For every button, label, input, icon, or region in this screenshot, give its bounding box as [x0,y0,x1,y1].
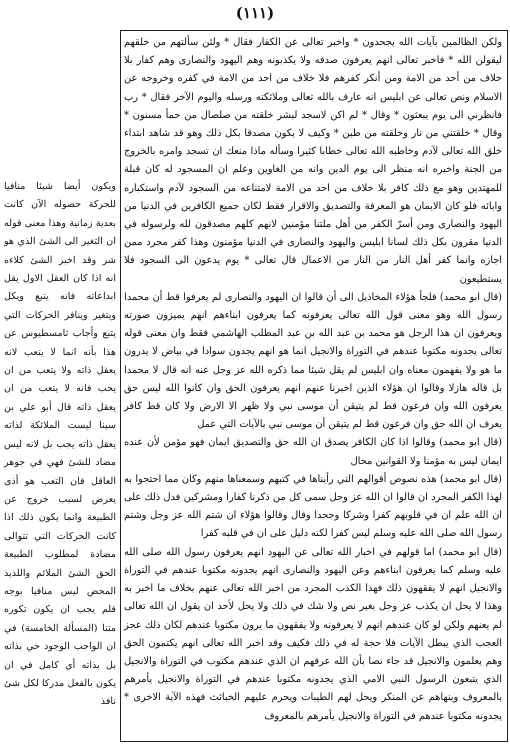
main-paragraph-1: ولكن الظالمين بآيات الله يجحدون * واخبر تعالى عن الكفار فقال * ولئن سألتهم من خلقهم ليقولن الله * فاخبر تعالى انهم يعرفون صدقه ولا يكذبونه وهم اليهود والنصارى وهم كفار بلا خلاف من أحد من الامة ومن أنكر كفرهم فلا خلاف من احد من الامة في كفره وخروجه عن الاسلام ونص تعالى عن ابليس انه عارف بالله تعالى وملائكته ورسله واليوم الآخر فقال * رب فانظرني الى يوم يبعثون * وقال * لم اكن لاسجد لبشر خلقته من صلصال من حمأ مسنون * وقال * خلقتني من نار وخلقته من طين * وكيف لا يكون مصدقا بكل ذلك وهو قد شاهد ابتداء خلق الله تعالى لآدم وخاطبه الله تعالى خطابا كثيرا وسأله ماذا منعك ان تسجد وامره بالخروج من الجنة واخبره انه منظر الى يوم الدين وانه من الغاوين وعلم ان المسجود له كان قبلة للمهتدين وهو مع ذلك كافر بلا خلاف من احد من الامة لامتناعه من السجود لآدم واستكباره وابائه فلو كان الايمان هو المعرفة والتصديق والاقرار فقط لكان جميع الكافرين في الدنيا من اليهود والنصارى ومن أسرّ الكفر من أهل ملتنا مؤمنين لانهم كلهم مصدقون لله ولرسوله في الدنيا مقرون بكل ذلك لسانا ابليس واليهود والنصارى في الدنيا مؤمنون وهذا كفر مجرد ممن اجازه وانما كفر أهل النار من النار من الاعمال قال تعالى * يوم يدعون الى السجود فلا يستطيعون [124,37,502,285]
main-paragraph-3: (قال ابو محمد) وقالوا اذا كان الكافر يصدق ان الله حق والتصديق ايمان فهو مؤمن لأن عنده ايمان ليس به مؤمنا ولا القوانين محال [124,437,502,467]
margin-commentary [4,178,116,712]
page-number: (١١١) [235,4,275,22]
main-text-column [124,34,502,726]
margin-paragraph-1: ويكون أيضا شيئا منافيا للحركة حصوله الآن كانت بعدية زمانية وهذا معنى قوله ان التغير الى الشئ الذي هو شر وقد اخبر الشئ كلاءه انه اذا كان العقل الاول يقل ابداعاته فانه يتبع ويكل ويتغير وينافر الحركات التي يتبع وأجاب ثامسطيوس عن هذا بأنه انما لا يتعب لانه يعقل ذاته ولا يتعب من ان يحب فانه لا يتعب من ان يعقل ذاته قال أبو علي بن سينا ليست الملائكة لذاته يعقل ذاته يجب بل لانه ليس مضاد للشئ فهي في جوهر العاقل فان التعب هو أذى يعرض لسبب خروج عن الطبيعة وانما يكون ذلك اذا كانت الحركات التي تتوالى مضادة لمطلوب الطبيعة الحق الشئ الملائم واللذيذ المحض ليس منافيا بوجه فلم يجب ان يكون تكوره متنا (المسألة الخامسة) في ان الواجب الوجود حي بذاته بل بذاته أي كامل في ان يكون بالفعل مدركا لكل شئ نافذ [4,181,116,708]
main-paragraph-2: (قال ابو محمد) فلجأ هؤلاء المخاذيل الى أن قالوا ان اليهود والنصارى لم يعرفوا قط أن محمدا رسول الله وهو معنى قول الله تعالى يعرفونه كما يعرفون ابناءهم انهم يميزون صورته ويعرفون ان هذا الرجل هو محمد بن عبد الله بن عبد المطلب الهاشمي فقط وان معنى قوله تعالى يجدونه مكتوبا عندهم في التوراة والانجيل انما هو انهم يجدون سوادا في بياض لا يدرون ما هو ولا يفهمون معناه وان ابليس لم يقل شيئا مما ذكره الله عز وجل عنه انه قال لا محمدا بل قاله هازلا وقالوا ان هؤلاء الذين اخبرنا عنهم انهم يعرفون الحق وان كانوا الله ليس حق يعرفون الله وان فرعون قط لم يتيقن أن موسى نبي ولا ظهر الا الارض ولا كان قط كافر يعرف ان الله حق وان فرعون قط لم يتيقن أن موسى نبي بالآيات التي عمل [124,291,502,431]
main-paragraph-4: (قال ابو محمد) هذه نصوص أقوالهم التي رأيناها في كتبهم وسمعناها منهم وكان مما احتجوا به لهذا الكفر المجرد ان قالوا ان الله عز وجل سمى كل من ذكرنا كفارا ومشركين فدل ذلك على ان الله علم ان في قلوبهم كفرا وشركا وجحدا وقال وقالوا هؤلاء ان شتم الله عز وجل وشتم رسول الله صلى الله عليه وسلم ليس كفرا لكنه دليل على ان في قلبه كفرا [124,473,502,540]
main-paragraph-5: (قال ابو محمد) اما قولهم في اخبار الله تعالى عن اليهود انهم يعرفون رسول الله صلى الله عليه وسلم كما يعرفون ابناءهم وعن اليهود والنصارى انهم يجدونه مكتوبا عندهم في التوراة والانجيل انهم لا يفقهون ذلك فهذا الكذب المجرد من اخبر الله تعالى عنهم بخلاف ما اخبر به وهذا لا يحل ان يكذب عز وجل بغير نص ولا شك في ذلك ولا يحل لأحد ان يقول ان الله تعالى لم يعنهم ولكن لو كان عندهم انهم لا يعرفونه ولا يفقهون ما يرون مكتوبا عندهم لكان ذلك عجز العجب الذي يبطل الآيات فلا حجة له في ذلك فكيف وقد اخبر الله تعالى انهم يكتمون الحق وهم يعلمون والانجيل قد جاء نصا بأن الله عرفهم ان الذي عندهم مكتوب في التوراة والانجيل الذي يتبعون الرسول النبي الامي الذي يجدونه مكتوبا عندهم في التوراة والانجيل يأمرهم بالمعروف وينهاهم عن المنكر ويحل لهم الطيبات ويحرم عليهم الخبائث فهذه الآية الاخرى * يجدونه مكتوبا عندهم في التوراة والانجيل يأمرهم بالمعروف [124,546,502,722]
